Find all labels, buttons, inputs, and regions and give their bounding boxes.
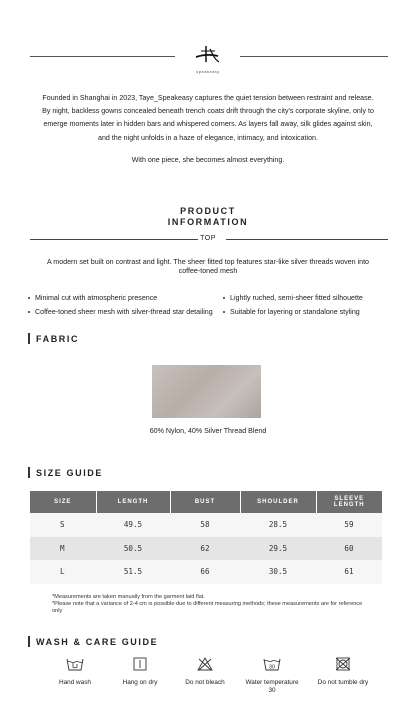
product-info-title-line2: INFORMATION <box>167 217 249 227</box>
bullet-dot-icon <box>223 297 225 299</box>
cell-sleeve: 59 <box>316 513 382 537</box>
cell-shoulder: 30.5 <box>240 560 316 584</box>
cell-size: S <box>30 513 96 537</box>
cell-sleeve: 60 <box>316 537 382 561</box>
bullet-text: Coffee-toned sheer mesh with silver-thread star detailing <box>35 308 213 316</box>
hang-dry-icon <box>133 657 147 671</box>
product-info-title <box>0 206 416 228</box>
note-2: *Please note that a variance of 2-4 cm is possible due to different measuring methods; these measurements are for reference only <box>52 601 363 614</box>
water-temp-value: 30 <box>268 664 276 671</box>
cell-length: 51.5 <box>96 560 170 584</box>
care-label: Hang on dry <box>122 679 158 686</box>
cell-bust: 66 <box>170 560 240 584</box>
bullet-text: Lightly ruched, semi-sheer fitted silhouette <box>230 294 363 302</box>
header-divider-left <box>30 56 175 57</box>
care-label <box>237 679 307 694</box>
note-1: *Measurements are taken manually from the garment laid flat. <box>52 594 205 600</box>
size-table <box>30 491 382 584</box>
cell-shoulder: 29.5 <box>240 537 316 561</box>
no-tumble-dry-icon <box>335 657 351 671</box>
no-bleach-icon <box>197 657 213 671</box>
header-divider-right <box>240 56 388 57</box>
bullet-dot-icon <box>28 297 30 299</box>
care-heading <box>28 636 158 647</box>
cell-bust: 58 <box>170 513 240 537</box>
care-item-water-temp <box>237 657 307 694</box>
care-label: Do not bleach <box>185 679 225 686</box>
bullet-text: Suitable for layering or standalone styling <box>230 308 360 316</box>
care-item-hang-dry <box>105 657 175 687</box>
cell-size: L <box>30 560 96 584</box>
fabric-heading-label: FABRIC <box>36 333 80 344</box>
col-sleeve-length <box>316 491 382 513</box>
bullet-item <box>28 294 157 302</box>
cell-length: 50.5 <box>96 537 170 561</box>
cell-sleeve: 61 <box>316 560 382 584</box>
size-table-header <box>30 491 382 513</box>
heading-bar <box>28 636 30 647</box>
care-label: Hand wash <box>59 679 91 686</box>
cell-size: M <box>30 537 96 561</box>
col-sleeve-label: SLEEVE <box>334 496 365 502</box>
product-info-title-line1: PRODUCT <box>180 206 236 216</box>
table-row <box>30 513 382 537</box>
col-length: LENGTH <box>96 491 170 513</box>
hand-wash-icon <box>66 657 84 671</box>
col-size: SIZE <box>30 491 96 513</box>
care-item-hand-wash <box>40 657 110 687</box>
product-description: A modern set built on contrast and light. The sheer fitted top features star-like silver threads woven into coffee-toned mesh <box>46 258 370 275</box>
table-row <box>30 537 382 561</box>
col-shoulder: SHOULDER <box>240 491 316 513</box>
bullet-dot-icon <box>223 311 225 313</box>
col-bust: BUST <box>170 491 240 513</box>
section-label-top: TOP <box>200 235 216 242</box>
col-sleeve-label-2: LENGTH <box>333 502 365 508</box>
cell-length: 49.5 <box>96 513 170 537</box>
size-guide-heading-label: SIZE GUIDE <box>36 467 104 478</box>
cell-shoulder: 28.5 <box>240 513 316 537</box>
logo-wordmark: speakeasy <box>196 69 220 74</box>
fabric-swatch <box>152 365 261 418</box>
care-label: Do not tumble dry <box>317 679 369 686</box>
size-guide-heading <box>28 467 103 478</box>
bullet-dot-icon <box>28 311 30 313</box>
bullet-item <box>223 308 360 316</box>
care-heading-label: WASH & CARE GUIDE <box>36 636 159 647</box>
bullet-item <box>28 308 213 316</box>
bullet-text: Minimal cut with atmospheric presence <box>35 294 158 302</box>
heading-bar <box>28 467 30 478</box>
measurement-notes <box>52 594 372 615</box>
care-label-line1: Water temperature <box>245 679 299 686</box>
fabric-composition: 60% Nylon, 40% Silver Thread Blend <box>149 427 267 435</box>
bullet-item <box>223 294 363 302</box>
brand-story: Founded in Shanghai in 2023, Taye_Speakeasy captures the quiet tension between restraint and release. By night, backless gowns concealed beneath trench coats drift through the city's corporate skyline, only to emerge moments later in hidden bars and whispered corners. As layers fall away, silk glides against skin, and the night unfolds in a haze of elegance, intimacy, and intoxication. <box>42 94 374 142</box>
heading-bar <box>28 333 30 344</box>
brand-logo-icon <box>186 40 230 68</box>
care-item-no-tumble-dry <box>308 657 378 687</box>
cell-bust: 62 <box>170 537 240 561</box>
fabric-heading <box>28 333 79 344</box>
brand-tagline: With one piece, she becomes almost everything. <box>131 156 285 164</box>
care-label-line2: 30 <box>268 686 276 694</box>
water-temp-icon <box>263 657 281 671</box>
care-item-no-bleach <box>170 657 240 687</box>
table-row <box>30 560 382 584</box>
